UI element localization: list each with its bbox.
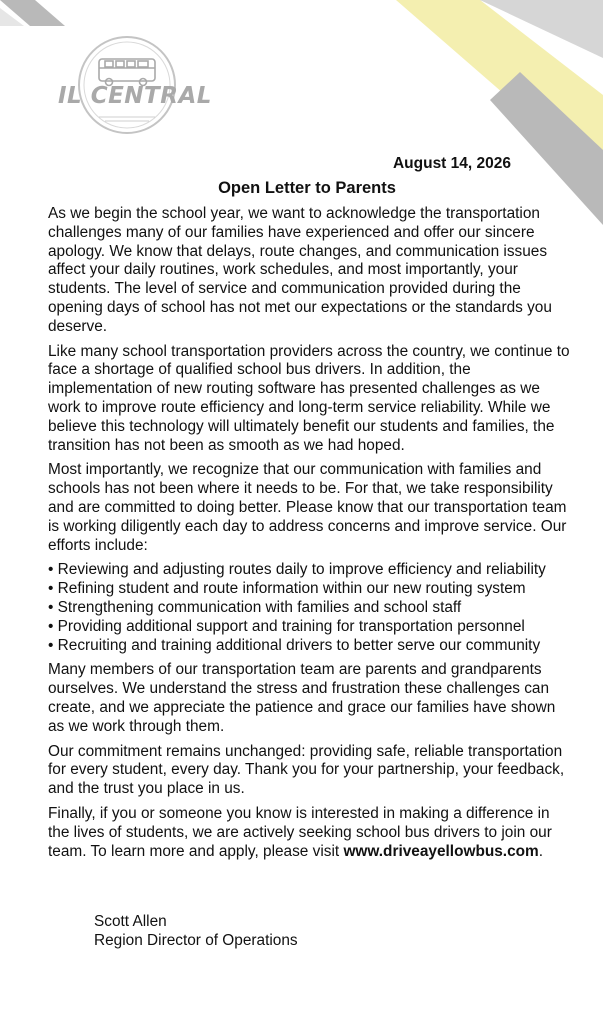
paragraph-intro: As we begin the school year, we want to acknowledge the transportation challenges many of our families have experienced and offer our sincere apology. We know that delays, route changes, and communication issues affect your daily routines, work schedules, and most importantly, your students. The level of service and communication provided during the opening days of school has not met our expectations or the standards you deserve. [48, 205, 552, 335]
list-item: • Reviewing and adjusting routes daily to improve efficiency and reliability [48, 561, 546, 579]
paragraph-closing [48, 805, 570, 861]
paragraph-communication: Most importantly, we recognize that our communication with families and schools has not been where it needs to be. For that, we take responsibility and are committed to doing better. Please know that our transportation team is working diligently each day to address concerns and improve service. Our efforts include: [48, 461, 567, 554]
list-item: • Recruiting and training additional drivers to better serve our community [48, 636, 541, 654]
efforts-list [48, 561, 570, 655]
list-item: • Strengthening communication with families and school staff [48, 598, 462, 616]
signer-name: Scott Allen [94, 913, 167, 930]
letter-date: August 14, 2026 [392, 155, 511, 172]
list-item: • Refining student and route information within our new routing system [48, 580, 526, 598]
school-bus-icon [99, 59, 155, 86]
signature-block [94, 912, 298, 950]
closing-period: . [538, 842, 544, 860]
logo-tagline-lines [99, 117, 155, 121]
paragraph-commitment: Our commitment remains unchanged: providing safe, reliable transportation for every student, every day. Thank you for your partnership, your feedback, and the trust you place in us. [48, 742, 565, 798]
company-logo [55, 35, 212, 135]
letter-title: Open Letter to Parents [218, 179, 396, 197]
paragraph-challenges: Like many school transportation providers across the country, we continue to face a shortage of qualified school bus drivers. In addition, the implementation of new routing software has presented challenges as we work to improve route efficiency and long-term service reliability. While we believe this technology will ultimately benefit our students and families, the transition has not been as smooth as we had hoped. [48, 342, 570, 454]
recruitment-link[interactable]: www.driveayellowbus.com [343, 842, 539, 860]
letter-body [48, 205, 570, 867]
logo-brand-text: IL CENTRAL [58, 83, 212, 109]
list-item: • Providing additional support and training for transportation personnel [48, 617, 525, 635]
paragraph-team: Many members of our transportation team are parents and grandparents ourselves. We understand the stress and frustration these challenges can create, and we appreciate the patience and grace our families have shown as we work through them. [48, 661, 556, 735]
signer-title: Region Director of Operations [94, 932, 298, 949]
closing-text: Finally, if you or someone you know is interested in making a difference in the lives of students, we are actively seeking school bus drivers to join our team. To learn more and apply, please visit [48, 804, 552, 860]
